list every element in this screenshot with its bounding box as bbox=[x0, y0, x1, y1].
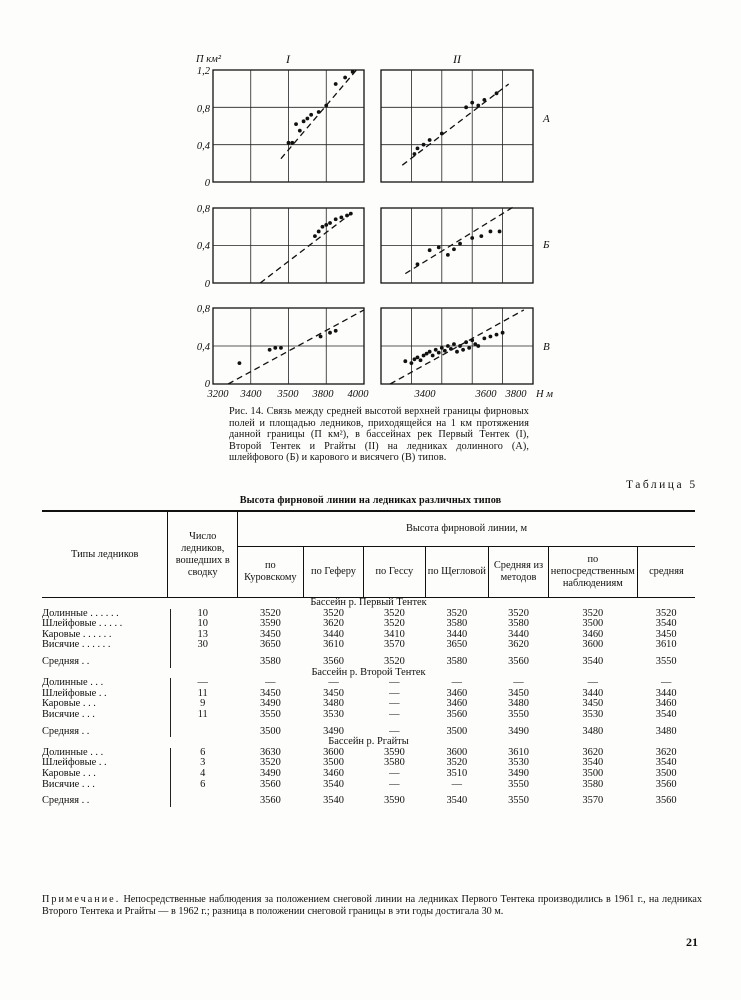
glacier-type bbox=[42, 780, 168, 791]
height-value: 3520 bbox=[259, 757, 281, 769]
data-point bbox=[238, 361, 242, 365]
glacier-type-label: Каровые . . . bbox=[42, 698, 96, 710]
y-tick-label: 0,4 bbox=[196, 241, 210, 252]
glacier-type-label: Средняя . . bbox=[42, 655, 90, 667]
data-point bbox=[440, 132, 444, 136]
glacier-type-label: Шлейфовые . . bbox=[42, 757, 107, 769]
height-value: 3530 bbox=[323, 708, 344, 720]
height-value: 3480 bbox=[323, 698, 344, 710]
header-group bbox=[237, 511, 695, 547]
glacier-type-label: Долинные . . . . . . bbox=[42, 607, 119, 619]
x-tick-label: 4000 bbox=[347, 389, 369, 400]
data-point bbox=[440, 346, 444, 350]
glacier-type-label: Шлейфовые . . . . . bbox=[42, 618, 123, 630]
column-label: I bbox=[286, 52, 290, 66]
header-group-text: Высота фирновой линии, м bbox=[405, 523, 528, 534]
header-type: Типы ледников bbox=[42, 511, 168, 598]
height-value: 3450 bbox=[259, 628, 281, 640]
glacier-count: 30 bbox=[197, 639, 208, 651]
height-value: 3540 bbox=[323, 778, 344, 790]
height-value: 3540 bbox=[446, 795, 468, 807]
height-value: 3550 bbox=[259, 708, 281, 720]
data-point bbox=[470, 101, 474, 105]
height-value: 3560 bbox=[259, 795, 281, 807]
y-tick-label: 1,2 bbox=[196, 66, 210, 77]
figure-14 bbox=[0, 0, 741, 405]
height-value: 3460 bbox=[582, 628, 604, 640]
height-value: 3590 bbox=[259, 618, 281, 630]
height-value: — bbox=[451, 778, 463, 790]
data-point bbox=[302, 119, 306, 123]
height-value: — bbox=[389, 708, 400, 720]
glacier-type bbox=[42, 640, 168, 651]
height-value: 3520 bbox=[446, 607, 468, 619]
height-value: 3550 bbox=[508, 795, 529, 807]
data-point bbox=[437, 245, 441, 249]
data-point bbox=[268, 348, 272, 352]
height-value: 3560 bbox=[655, 778, 677, 790]
height-value: — bbox=[389, 698, 400, 710]
height-value: 3560 bbox=[259, 778, 281, 790]
y-tick-label: 0,4 bbox=[196, 342, 210, 353]
data-point bbox=[287, 141, 291, 145]
height-value: 3460 bbox=[655, 698, 677, 710]
height-value: 3610 bbox=[655, 639, 677, 651]
data-point bbox=[446, 344, 450, 348]
height-value: 3590 bbox=[383, 746, 405, 758]
table-row bbox=[42, 769, 695, 780]
height-value: 3520 bbox=[508, 607, 529, 619]
height-value: 3580 bbox=[446, 655, 468, 667]
regression-line bbox=[260, 211, 354, 283]
regression-line bbox=[390, 310, 524, 384]
average-row bbox=[42, 651, 695, 668]
glacier-type-label: Средняя . . bbox=[42, 795, 90, 807]
height-value: 3460 bbox=[446, 687, 468, 699]
data-point bbox=[467, 346, 471, 350]
height-value: 3550 bbox=[508, 778, 529, 790]
height-value: — bbox=[389, 725, 400, 737]
height-value: 3520 bbox=[259, 607, 281, 619]
x-axis-title: Н м bbox=[536, 389, 553, 400]
table-title: Высота фирновой линии на ледниках различных типов bbox=[239, 495, 502, 506]
height-value: 3520 bbox=[383, 618, 405, 630]
height-value: 3620 bbox=[582, 746, 604, 758]
plot-frame bbox=[381, 70, 533, 182]
x-tick-label: 3800 bbox=[505, 389, 527, 400]
header-count: Число ледников, вошедших в сводку bbox=[168, 511, 238, 598]
regression-line bbox=[281, 70, 357, 159]
header-method-0: по Куровскому bbox=[237, 547, 303, 598]
height-value: 3530 bbox=[508, 757, 529, 769]
height-value: 3520 bbox=[323, 607, 344, 619]
height-value: 3540 bbox=[582, 655, 604, 667]
data-point bbox=[422, 143, 426, 147]
data-point bbox=[413, 152, 417, 156]
figure-caption bbox=[229, 406, 529, 464]
data-point bbox=[419, 358, 423, 362]
table-note bbox=[42, 894, 702, 918]
data-point bbox=[305, 117, 309, 121]
data-point bbox=[431, 354, 435, 358]
data-point bbox=[479, 234, 483, 238]
column-rule bbox=[170, 678, 171, 689]
data-point bbox=[334, 217, 338, 221]
data-point bbox=[498, 230, 502, 234]
y-tick-label: 0 bbox=[204, 178, 210, 189]
height-value: 3610 bbox=[508, 746, 529, 758]
height-value: 3450 bbox=[508, 687, 529, 699]
glacier-type bbox=[42, 790, 168, 807]
y-tick-label: 0,4 bbox=[196, 141, 210, 152]
average-row bbox=[42, 721, 695, 738]
x-tick-label: 3400 bbox=[240, 389, 262, 400]
height-value: 3580 bbox=[508, 618, 529, 630]
glacier-type-label: Долинные . . . bbox=[42, 746, 104, 758]
height-value: 3440 bbox=[446, 628, 468, 640]
data-point bbox=[317, 110, 321, 114]
section-title: Бассейн р. Ргайты bbox=[328, 736, 409, 748]
height-value: 3500 bbox=[582, 767, 604, 779]
data-point bbox=[501, 331, 505, 335]
data-point bbox=[328, 221, 332, 225]
height-value: 3600 bbox=[446, 746, 468, 758]
caption-text: Связь между средней высотой верхней границы фирновых полей и площадью ледников, приходящейся на 1 км протяжения данной границы (П км²), в бассейнах рек Первый Тентек (I), Второй Тентек и Ргайты (II) на ледниках долинного (А), шлейфового (Б) и карового и висячего (В) типов. bbox=[229, 406, 529, 464]
height-value: — bbox=[265, 677, 276, 689]
data-point bbox=[428, 138, 432, 142]
height-value: 3440 bbox=[582, 687, 604, 699]
data-point bbox=[273, 346, 277, 350]
glacier-count: 6 bbox=[200, 746, 206, 758]
height-value: 3490 bbox=[259, 698, 281, 710]
column-rule bbox=[170, 758, 171, 769]
data-point bbox=[470, 236, 474, 240]
table-row bbox=[42, 710, 695, 721]
row-label: В bbox=[543, 341, 550, 353]
data-point bbox=[334, 82, 338, 86]
height-value: 3440 bbox=[323, 628, 344, 640]
data-point bbox=[464, 105, 468, 109]
data-point bbox=[482, 337, 486, 341]
glacier-type-label: Каровые . . . bbox=[42, 767, 96, 779]
height-value: 3620 bbox=[508, 639, 529, 651]
note-text: Непосредственные наблюдения за положением снеговой линии на ледниках Первого Тентека производились в 1961 г., на ледниках Второго Тентека и Ргайты — в 1962 г.; разница в положении снеговой границы в эти годы достигала 30 м. bbox=[42, 894, 703, 917]
height-value: — bbox=[328, 677, 339, 689]
height-value: 3480 bbox=[582, 725, 604, 737]
data-point bbox=[319, 335, 323, 339]
y-tick-label: 0,8 bbox=[196, 304, 210, 315]
data-point bbox=[461, 348, 465, 352]
height-value: 3520 bbox=[383, 607, 405, 619]
data-point bbox=[476, 104, 480, 108]
height-value: 3500 bbox=[259, 725, 281, 737]
height-value: 3570 bbox=[383, 639, 405, 651]
column-rule bbox=[170, 640, 171, 651]
height-value: 3480 bbox=[508, 698, 529, 710]
height-value: — bbox=[451, 677, 463, 689]
height-value: — bbox=[389, 778, 400, 790]
data-point bbox=[464, 340, 468, 344]
data-point bbox=[328, 331, 332, 335]
height-value: 3520 bbox=[383, 655, 405, 667]
data-point bbox=[410, 361, 414, 365]
regression-line bbox=[405, 206, 514, 274]
data-point bbox=[279, 346, 283, 350]
glacier-type bbox=[42, 651, 168, 668]
data-point bbox=[428, 350, 432, 354]
data-point bbox=[321, 225, 325, 229]
height-value: 3540 bbox=[323, 795, 344, 807]
data-point bbox=[446, 253, 450, 257]
glacier-type-label: Шлейфовые . . bbox=[42, 687, 107, 699]
glacier-count bbox=[168, 721, 238, 738]
x-tick-label: 3200 bbox=[207, 389, 229, 400]
glacier-type-label: Средняя . . bbox=[42, 725, 90, 737]
column-rule bbox=[170, 619, 171, 630]
average-row bbox=[42, 790, 695, 807]
data-point bbox=[317, 230, 321, 234]
height-value: 3560 bbox=[655, 795, 677, 807]
height-value: 3460 bbox=[446, 698, 468, 710]
data-point bbox=[313, 234, 317, 238]
height-value: 3480 bbox=[655, 725, 677, 737]
glacier-type bbox=[42, 710, 168, 721]
data-point bbox=[416, 147, 420, 151]
data-point bbox=[309, 113, 313, 117]
column-rule bbox=[170, 630, 171, 641]
data-point bbox=[449, 347, 453, 351]
height-value: 3440 bbox=[508, 628, 529, 640]
glacier-count: 10 bbox=[197, 607, 208, 619]
height-value: 3450 bbox=[259, 687, 281, 699]
data-point bbox=[495, 333, 499, 337]
data-point bbox=[351, 70, 355, 74]
glacier-type-label: Каровые . . . . . . bbox=[42, 628, 112, 640]
table-body bbox=[42, 598, 695, 807]
section-title: Бассейн р. Первый Тентек bbox=[310, 597, 427, 608]
height-value: 3630 bbox=[259, 746, 281, 758]
height-value: — bbox=[389, 677, 400, 689]
y-tick-label: 0 bbox=[204, 279, 210, 290]
data-point bbox=[476, 344, 480, 348]
data-point bbox=[339, 215, 343, 219]
height-value: — bbox=[587, 677, 599, 689]
height-value: 3540 bbox=[582, 757, 604, 769]
height-value: — bbox=[389, 767, 400, 779]
height-value: 3580 bbox=[383, 757, 405, 769]
row-label: А bbox=[543, 113, 550, 125]
height-value: 3540 bbox=[655, 757, 677, 769]
height-value: 3550 bbox=[655, 655, 677, 667]
height-value: 3520 bbox=[446, 757, 468, 769]
height-value: 3560 bbox=[323, 655, 344, 667]
column-rule bbox=[170, 769, 171, 780]
height-value: 3490 bbox=[508, 767, 529, 779]
caption-prefix: Рис. 14. bbox=[229, 406, 264, 417]
section-title: Бассейн р. Второй Тентек bbox=[311, 666, 426, 678]
height-value: 3580 bbox=[259, 655, 281, 667]
height-value: 3560 bbox=[446, 708, 468, 720]
height-value: 3490 bbox=[259, 767, 281, 779]
column-label: II bbox=[453, 52, 461, 66]
height-value: 3460 bbox=[323, 767, 344, 779]
glacier-type-label: Висячие . . . bbox=[42, 708, 95, 720]
column-rule bbox=[170, 651, 171, 668]
data-point bbox=[345, 214, 349, 218]
glacier-count: 13 bbox=[197, 628, 208, 640]
height-value: 3410 bbox=[383, 628, 405, 640]
height-value: 3500 bbox=[323, 757, 344, 769]
data-point bbox=[458, 344, 462, 348]
height-value: 3610 bbox=[323, 639, 344, 651]
data-point bbox=[324, 223, 328, 227]
height-value: 3510 bbox=[446, 767, 468, 779]
regression-line bbox=[228, 310, 364, 384]
height-value: 3620 bbox=[655, 746, 677, 758]
data-point bbox=[324, 104, 328, 108]
glacier-count: 10 bbox=[197, 618, 208, 630]
height-value: 3570 bbox=[582, 795, 604, 807]
height-value: 3450 bbox=[655, 628, 677, 640]
data-point bbox=[349, 212, 353, 216]
data-point bbox=[489, 335, 493, 339]
height-value: 3590 bbox=[383, 795, 405, 807]
y-axis-title: П км² bbox=[196, 54, 221, 65]
data-point bbox=[452, 342, 456, 346]
data-point bbox=[455, 350, 459, 354]
height-value: 3490 bbox=[508, 725, 529, 737]
header-method-6: средняя bbox=[637, 547, 695, 598]
height-value: 3500 bbox=[446, 725, 468, 737]
data-point bbox=[343, 76, 347, 80]
data-point bbox=[458, 242, 462, 246]
data-point bbox=[482, 98, 486, 102]
height-value: 3500 bbox=[582, 618, 604, 630]
header-method-4: Средняя из методов bbox=[489, 547, 549, 598]
column-rule bbox=[170, 721, 171, 738]
glacier-type-label: Висячие . . . bbox=[42, 778, 95, 790]
page-number: 21 bbox=[686, 935, 698, 949]
glacier-count: 6 bbox=[200, 778, 206, 790]
data-point bbox=[290, 141, 294, 145]
data-point bbox=[452, 247, 456, 251]
height-value: 3500 bbox=[655, 767, 677, 779]
glacier-count: 3 bbox=[200, 757, 206, 769]
table-number: Таблица 5 bbox=[626, 479, 698, 491]
row-label: Б bbox=[543, 239, 550, 251]
data-point bbox=[470, 338, 474, 342]
y-tick-label: 0,8 bbox=[196, 204, 210, 215]
height-value: 3540 bbox=[655, 618, 677, 630]
column-rule bbox=[170, 790, 171, 807]
glacier-count: 11 bbox=[197, 708, 208, 720]
note-label: Примечание. bbox=[42, 894, 121, 905]
data-point bbox=[443, 349, 447, 353]
height-value: — bbox=[389, 687, 400, 699]
data-point bbox=[294, 122, 298, 126]
glacier-count: 9 bbox=[200, 698, 206, 710]
x-tick-label: 3500 bbox=[277, 389, 299, 400]
column-rule bbox=[170, 710, 171, 721]
glacier-count: — bbox=[197, 677, 208, 689]
column-rule bbox=[170, 699, 171, 710]
height-value: 3650 bbox=[446, 639, 468, 651]
x-tick-label: 3800 bbox=[312, 389, 334, 400]
height-value: 3450 bbox=[582, 698, 604, 710]
height-value: 3440 bbox=[655, 687, 677, 699]
glacier-type-label: Долинные . . . bbox=[42, 677, 104, 689]
height-value: 3580 bbox=[582, 778, 604, 790]
column-rule bbox=[170, 748, 171, 759]
y-tick-label: 0 bbox=[204, 379, 210, 390]
data-point bbox=[416, 262, 420, 266]
glacier-count bbox=[168, 651, 238, 668]
height-value: 3520 bbox=[655, 607, 677, 619]
data-point bbox=[434, 348, 438, 352]
data-point bbox=[437, 351, 441, 355]
glacier-count: 11 bbox=[197, 687, 208, 699]
column-rule bbox=[170, 609, 171, 620]
glacier-type bbox=[42, 721, 168, 738]
glacier-type-label: Висячие . . . . . . bbox=[42, 639, 111, 651]
header-method-1: по Геферу bbox=[303, 547, 363, 598]
data-point bbox=[489, 230, 493, 234]
data-point bbox=[428, 248, 432, 252]
column-rule bbox=[170, 780, 171, 791]
data-point bbox=[298, 129, 302, 133]
section-row bbox=[42, 598, 695, 609]
height-value: 3600 bbox=[323, 746, 344, 758]
height-value: — bbox=[660, 677, 672, 689]
height-value: 3530 bbox=[582, 708, 604, 720]
height-value: 3550 bbox=[508, 708, 529, 720]
header-method-2: по Гессу bbox=[364, 547, 425, 598]
data-point bbox=[495, 91, 499, 95]
header-method-3: по Щегловой bbox=[425, 547, 489, 598]
height-value: 3490 bbox=[323, 725, 344, 737]
glacier-count bbox=[168, 790, 238, 807]
height-value: 3620 bbox=[323, 618, 344, 630]
height-value: 3560 bbox=[508, 655, 529, 667]
header-method-5: по непосредственным наблюдениям bbox=[548, 547, 637, 598]
height-value: 3450 bbox=[323, 687, 344, 699]
table-row bbox=[42, 780, 695, 791]
glacier-count: 4 bbox=[200, 767, 206, 779]
data-point bbox=[403, 359, 407, 363]
column-rule bbox=[170, 689, 171, 700]
y-tick-label: 0,8 bbox=[196, 104, 210, 115]
x-tick-label: 3400 bbox=[414, 389, 436, 400]
height-value: 3650 bbox=[259, 639, 281, 651]
height-value: 3520 bbox=[582, 607, 604, 619]
height-value: — bbox=[513, 677, 524, 689]
snowline-table bbox=[42, 510, 695, 807]
height-value: 3580 bbox=[446, 618, 468, 630]
regression-line bbox=[402, 84, 508, 165]
x-tick-label: 3600 bbox=[475, 389, 497, 400]
height-value: 3600 bbox=[582, 639, 604, 651]
data-point bbox=[334, 329, 338, 333]
table-row bbox=[42, 640, 695, 651]
height-value: 3540 bbox=[655, 708, 677, 720]
data-point bbox=[416, 356, 420, 360]
